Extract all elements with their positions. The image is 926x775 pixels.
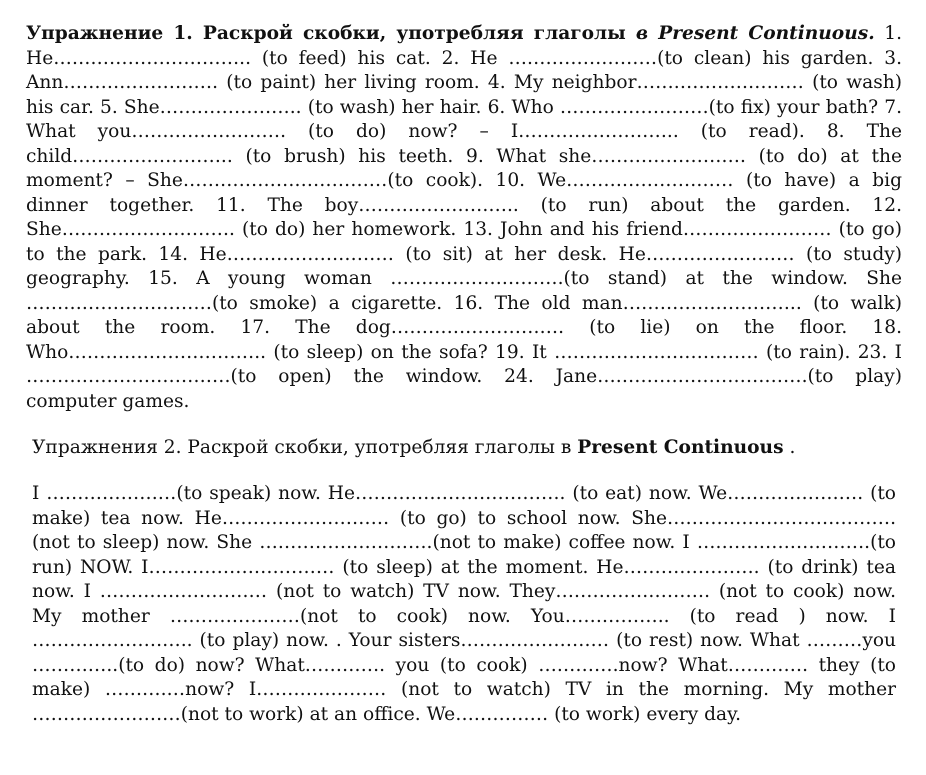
- exercise-2-title-end: .: [783, 437, 796, 458]
- exercise-2-title: [32, 436, 902, 461]
- exercise-2-title-bold: Present Continuous: [577, 437, 784, 458]
- exercise-2-title-lead: Упражнения 2. Раскрой скобки, употребляя глаголы в: [32, 437, 578, 458]
- exercise-1-title: [26, 23, 875, 44]
- exercise-2-body: I …………………(to speak) now. He……………………………. (to eat) now. We…………………. (to make) tea now. He……………………… (to go) to school now. She………………………………. (not to sleep) now. She ……………………….(not to make) coffee now. I ……………………….(to run) NOW. I………………………… (to sleep) at the moment. He…………………. (to drink) tea now. I ……………………… (not to watch) TV now. They……………………. (not to cook) now. My mother …………………(not to cook) now. You…………….. (to read ) now. I …………………….. (to play) now. . Your sisters…………………… (to rest) now. What ………you …………..(to do) now? What…………. you (to cook) ………….now? What…………. they (to make) ……….…now? I………………… (not to watch) TV in the morning. My mother ……………………(not to work) at an office. We…………… (to work) every day.: [32, 483, 896, 725]
- exercise-1-body: 1. He………………………….. (to feed) his cat. 2. He ……………………(to clean) his garden. 3. Ann……………………. (to paint) her living room. 4. My neighbor……………………… (to wash) his car. 5. She………………….. (to wash) her hair. 6. Who ……………………(to fix) your bath? 7. What you……………………. (to do) now? – I…………………….. (to read). 8. The child…………………….. (to brush) his teeth. 9. What she……………………. (to do) at the moment? – She……………………………(to cook). 10. We……………………… (to have) a big dinner together. 11. The boy…………………….. (to run) about the garden. 12. She………………………. (to do) her homework. 13. John and his friend…………………… (to go) to the park. 14. He……………………… (to sit) at her desk. He…………………… (to study) geography. 15. A young woman ……………………….(to stand) at the window. She …………………………(to smoke) a cigarette. 16. The old man……………………….. (to walk) about the room. 17. The dog………………………. (to lie) on the floor. 18. Who………………………….. (to sleep) on the sofa? 19. It …………………………… (to rain). 23. I ……………………………(to open) the window. 24. Jane…………………………….(to play) computer games.: [26, 23, 902, 412]
- exercise-1-title-lead: Упражнение 1. Раскрой скобки, употребляя глаголы: [26, 23, 636, 44]
- exercise-1-title-tail: в Present Continuous.: [635, 23, 875, 44]
- exercise-1: [26, 22, 902, 414]
